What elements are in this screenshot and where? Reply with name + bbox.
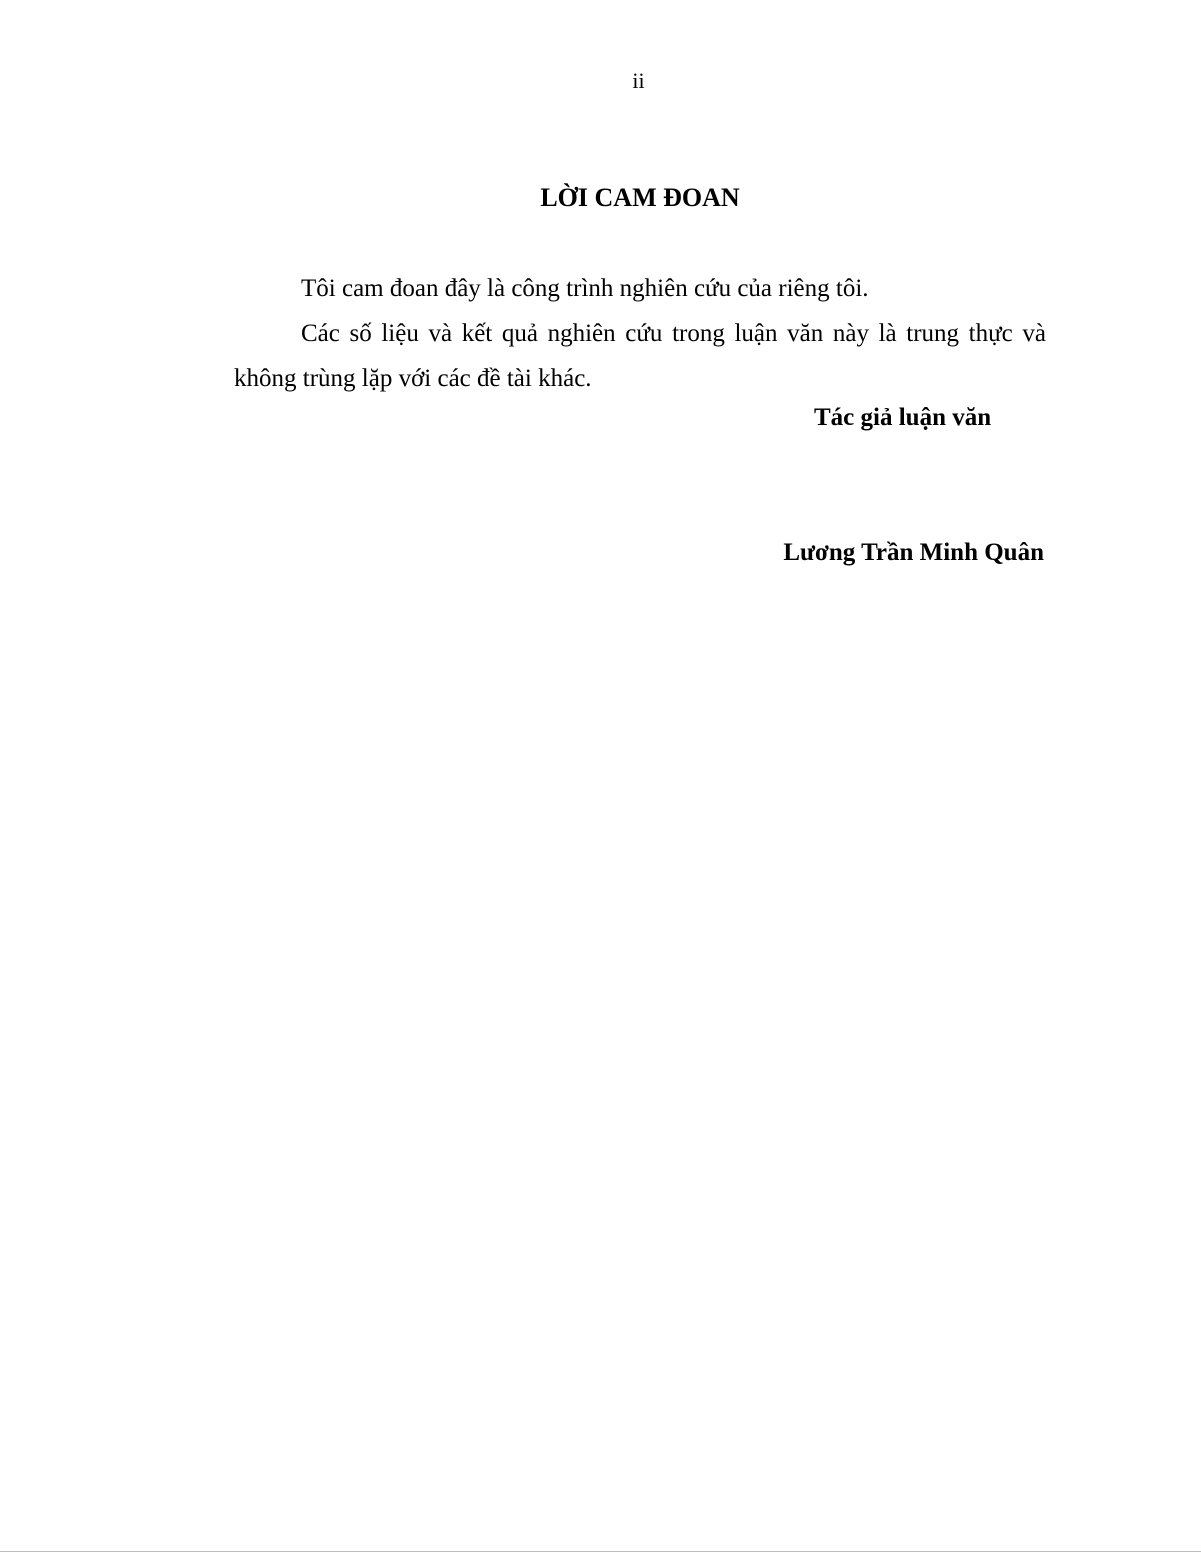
declaration-body xyxy=(234,266,1046,401)
page-title: LỜI CAM ĐOAN xyxy=(540,183,740,212)
signature-name: Lương Trần Minh Quân xyxy=(783,539,1044,566)
page-number: ii xyxy=(632,68,645,93)
declaration-paragraph: Tôi cam đoan đây là công trình nghiên cứu của riêng tôi. xyxy=(301,275,869,302)
signature-role: Tác giả luận văn xyxy=(814,404,992,431)
declaration-paragraph: Các số liệu và kết quả nghiên cứu trong luận văn này là trung thực và không trùng lặp với các đề tài khác. xyxy=(234,320,1046,392)
page-bottom-divider xyxy=(0,1551,1201,1552)
